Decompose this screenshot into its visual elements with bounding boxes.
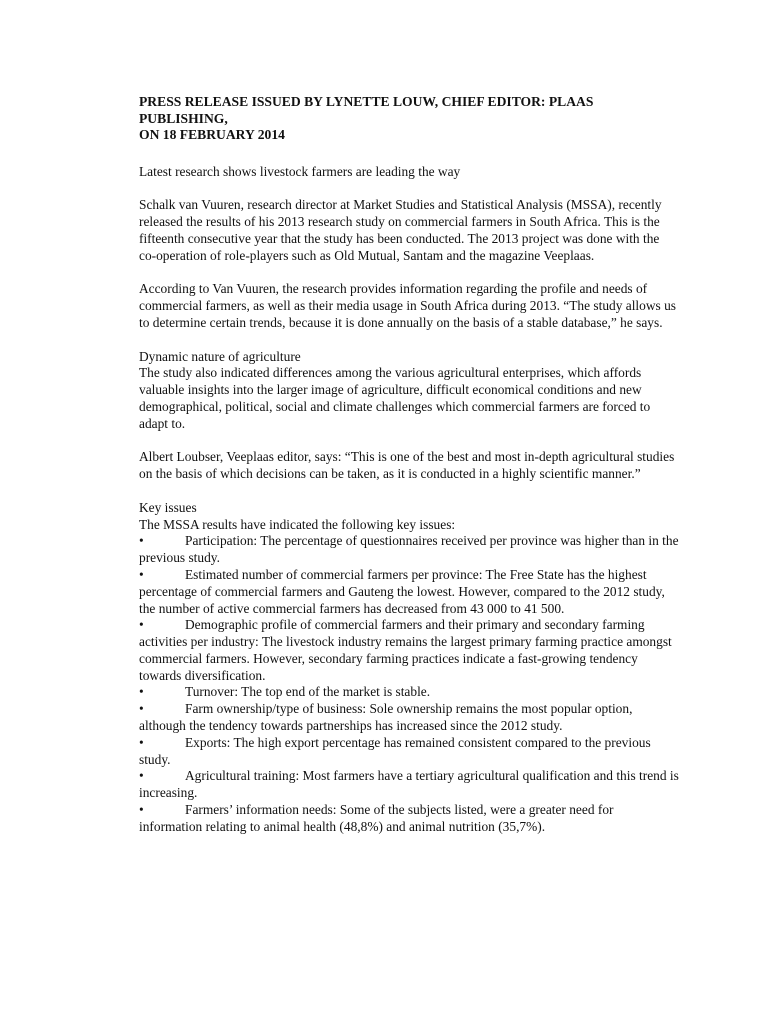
key-issues-list	[139, 533, 679, 835]
section-heading: Key issues	[139, 499, 197, 515]
bullet-icon: •	[139, 684, 144, 700]
quote-paragraph: Albert Loubser, Veeplaas editor, says: “This is one of the best and most in-depth agricultural studies on the basis of which decisions can be taken, as it is conducted in a highly scientific manner.”	[139, 449, 675, 482]
subtitle: Latest research shows livestock farmers are leading the way	[139, 163, 461, 179]
title-line: PUBLISHING,	[139, 110, 228, 126]
page-title	[139, 94, 679, 144]
list-item-text: Agricultural training: Most farmers have a tertiary agricultural qualification and this trend is increasing.	[139, 768, 679, 801]
bullet-icon: •	[139, 566, 144, 582]
list-item	[139, 684, 679, 701]
bullet-icon: •	[139, 533, 144, 549]
list-item	[139, 701, 679, 735]
paragraph: Schalk van Vuuren, research director at Market Studies and Statistical Analysis (MSSA), recently released the results of his 2013 research study on commercial farmers in South Africa. This is the fifteenth consecutive year that the study has been conducted. The 2013 project was done with the co-operation of role-players such as Old Mutual, Santam and the magazine Veeplaas.	[139, 197, 662, 263]
list-item-text: Turnover: The top end of the market is stable.	[185, 684, 431, 700]
section-dynamic-nature	[139, 349, 679, 433]
list-item-text: Participation: The percentage of questionnaires received per province was higher than in the previous study.	[139, 533, 679, 566]
list-item	[139, 802, 679, 836]
list-item	[139, 735, 679, 769]
section-key-issues	[139, 500, 679, 836]
section-heading: Dynamic nature of agriculture	[139, 348, 301, 364]
list-item-text: Estimated number of commercial farmers per province: The Free State has the highest percentage of commercial farmers and Gauteng the lowest. However, compared to the 2012 study, the number of active commercial farmers has decreased from 43 000 to 41 500.	[139, 566, 665, 616]
title-line: ON 18 FEBRUARY 2014	[139, 127, 285, 143]
bullet-icon: •	[139, 701, 144, 717]
list-item-text: Farm ownership/type of business: Sole ownership remains the most popular option, although the tendency towards partnerships has increased since the 2012 study.	[139, 701, 633, 734]
press-release-body	[139, 94, 679, 836]
list-item-text: Exports: The high export percentage has remained consistent compared to the previous study.	[139, 734, 651, 767]
paragraph: According to Van Vuuren, the research provides information regarding the profile and needs of commercial farmers, as well as their media usage in South Africa during 2013. “The study allows us to determine certain trends, because it is done annually on the basis of a stable database,” he says.	[139, 281, 676, 330]
section-body: The study also indicated differences among the various agricultural enterprises, which affords valuable insights into the larger image of agriculture, difficult economical conditions and new demographical, political, social and climate challenges which commercial farmers are forced to adapt to.	[139, 365, 651, 431]
title-line: PRESS RELEASE ISSUED BY LYNETTE LOUW, CHIEF EDITOR: PLAAS	[139, 94, 594, 109]
bullet-icon: •	[139, 617, 144, 633]
key-issues-intro: The MSSA results have indicated the following key issues:	[139, 516, 456, 532]
list-item	[139, 617, 679, 684]
list-item-text: Farmers’ information needs: Some of the subjects listed, were a greater need for information relating to animal health (48,8%) and animal nutrition (35,7%).	[139, 802, 614, 834]
bullet-icon: •	[139, 802, 144, 818]
list-item	[139, 533, 679, 567]
list-item	[139, 768, 679, 802]
list-item	[139, 567, 679, 617]
bullet-icon: •	[139, 734, 144, 750]
list-item-text: Demographic profile of commercial farmers and their primary and secondary farming activities per industry: The livestock industry remains the largest primary farming practice amongst commercial farmers. However, secondary farming practices indicate a fast-growing tendency towards diversification.	[139, 617, 672, 683]
bullet-icon: •	[139, 768, 144, 784]
